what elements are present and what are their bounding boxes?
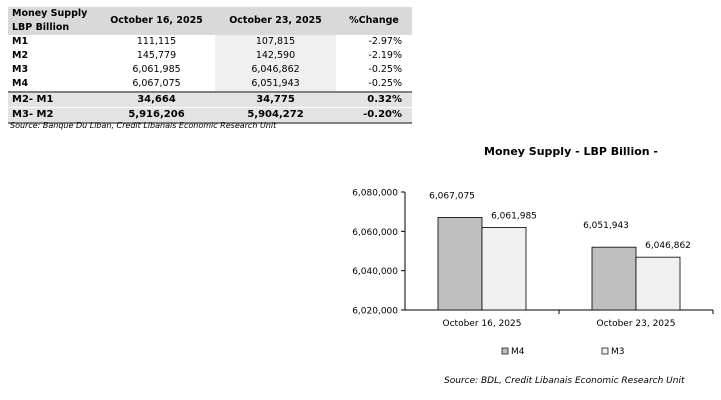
bar-m3 bbox=[482, 227, 526, 310]
value-date-1: 6,061,985 bbox=[132, 64, 181, 75]
row-label: M2- M1 bbox=[8, 92, 98, 108]
header-date-2: October 23, 2025 bbox=[215, 7, 336, 35]
table-row bbox=[8, 63, 412, 77]
legend-swatch-m4 bbox=[502, 348, 508, 354]
value-date-2: 6,051,943 bbox=[215, 77, 336, 92]
table-header-row bbox=[8, 7, 412, 35]
bar-m3 bbox=[636, 257, 680, 310]
chart-source-note: Source: BDL, Credit Libanais Economic Research Unit bbox=[444, 376, 685, 386]
row-label: M2 bbox=[12, 50, 29, 61]
table-row bbox=[8, 49, 412, 63]
money-supply-table bbox=[8, 7, 412, 124]
legend-swatch-m3 bbox=[602, 348, 608, 354]
value-date-2: 34,775 bbox=[215, 92, 336, 108]
row-label: M3- M2 bbox=[8, 108, 98, 124]
table-row bbox=[8, 35, 412, 49]
data-label: 6,061,985 bbox=[491, 211, 537, 222]
value-date-1: 111,115 bbox=[136, 36, 177, 47]
bar-chart bbox=[330, 176, 721, 396]
header-change: %Change bbox=[336, 7, 412, 35]
row-label: M4 bbox=[8, 77, 98, 92]
x-tick-label: October 23, 2025 bbox=[596, 319, 676, 329]
row-label: M3 bbox=[12, 64, 29, 75]
value-change: 0.32% bbox=[336, 92, 412, 108]
y-tick-label: 6,020,000 bbox=[352, 306, 398, 317]
y-tick-label: 6,060,000 bbox=[352, 227, 398, 238]
value-change: -0.25% bbox=[336, 77, 412, 92]
y-tick-label: 6,040,000 bbox=[352, 267, 398, 278]
header-date-1: October 16, 2025 bbox=[98, 7, 215, 35]
legend-label: M4 bbox=[511, 347, 525, 357]
value-date-1: 5,916,206 bbox=[98, 108, 215, 124]
value-date-1: 145,779 bbox=[136, 50, 177, 61]
table-source-note: Source: Banque Du Liban, Credit Libanais Economic Research Unit bbox=[10, 121, 277, 130]
data-label: 6,067,075 bbox=[429, 191, 475, 202]
header-money-supply bbox=[8, 7, 98, 35]
y-tick-label: 6,080,000 bbox=[352, 188, 398, 199]
header-money-supply-line2: LBP Billion bbox=[12, 22, 70, 33]
value-date-2: 6,046,862 bbox=[215, 63, 336, 77]
value-date-2: 5,904,272 bbox=[215, 108, 336, 124]
value-date-1: 34,664 bbox=[98, 92, 215, 108]
value-date-2: 107,815 bbox=[215, 35, 336, 49]
value-date-2: 142,590 bbox=[215, 49, 336, 63]
table-row bbox=[8, 92, 412, 108]
value-date-1: 6,067,075 bbox=[98, 77, 215, 92]
bar-m4 bbox=[592, 247, 636, 310]
value-change: -0.25% bbox=[368, 64, 402, 75]
legend-label: M3 bbox=[611, 347, 625, 357]
bar-m4 bbox=[438, 217, 482, 310]
row-label: M1 bbox=[12, 36, 29, 47]
value-change: -0.20% bbox=[336, 108, 412, 124]
x-tick-label: October 16, 2025 bbox=[442, 319, 522, 329]
value-change: -2.97% bbox=[368, 36, 402, 47]
header-money-supply-line1: Money Supply bbox=[12, 8, 88, 19]
data-label: 6,046,862 bbox=[645, 241, 691, 252]
table-row bbox=[8, 77, 412, 92]
data-label: 6,051,943 bbox=[583, 221, 629, 232]
chart-title: Money Supply - LBP Billion - bbox=[484, 145, 658, 158]
value-change: -2.19% bbox=[368, 50, 402, 61]
